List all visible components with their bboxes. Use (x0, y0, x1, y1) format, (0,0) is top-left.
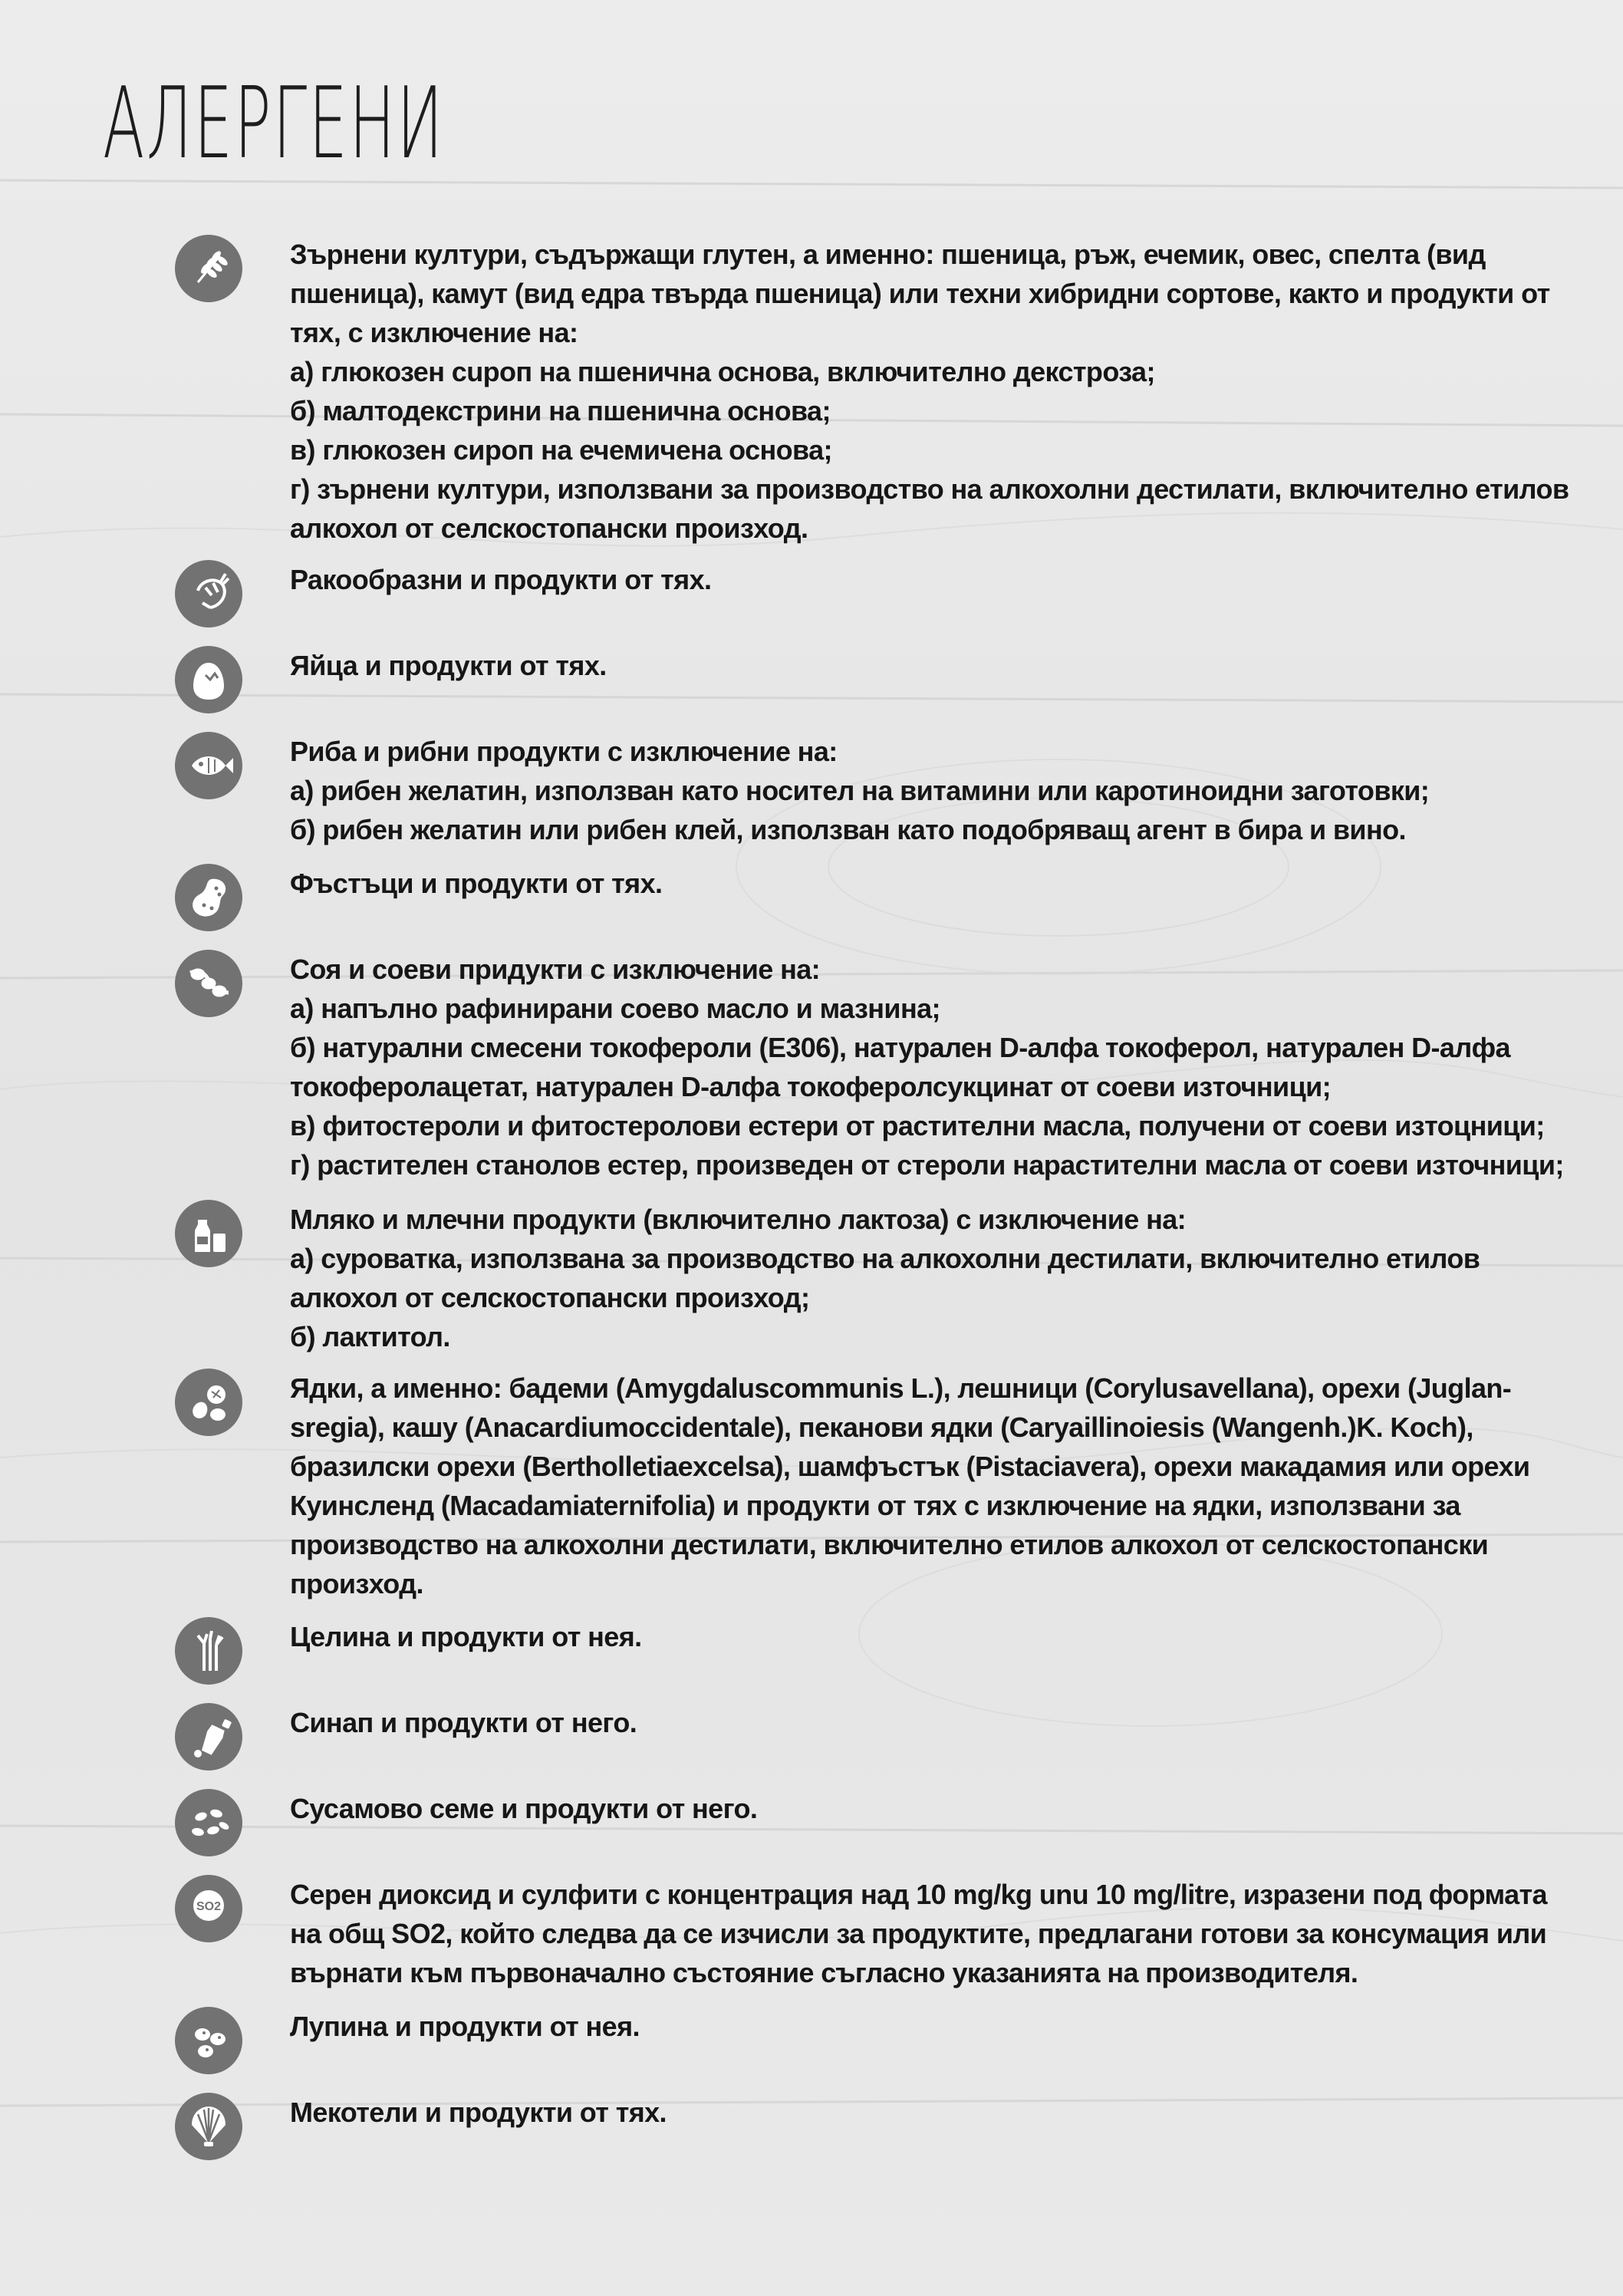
description-line: върнати към първоначално състояние съгласно указанията на производителя. (290, 1957, 1358, 1988)
wheat-icon (175, 235, 242, 302)
description-line: в) фитостероли и фитостеролови естери от растителни масла, получени от соеви изтоцници; (290, 1110, 1545, 1141)
description-line: а) глюкозен сuроп на пшенична основа, включително декстроза; (290, 356, 1155, 387)
allergen-description (290, 1617, 1623, 1656)
description-line: Мляко и млечни продукти (включително лактоза) с изключение на: (290, 1204, 1187, 1235)
shrimp-icon (175, 560, 242, 628)
description-line: произход. (290, 1568, 423, 1599)
description-line: Куинсленд (Macadamiaternifolia) и продукти от тях с изключение на ядки, използвани за (290, 1490, 1460, 1521)
description-line: Целина и продукти от нея. (290, 1621, 642, 1652)
description-line: тях, с изключение на: (290, 317, 578, 348)
allergen-description (290, 1703, 1623, 1742)
description-line: б) лактитол. (290, 1321, 450, 1352)
description-line: токоферолацетат, натурален D-алфа токоферолсукцинат от соеви източници; (290, 1071, 1332, 1102)
description-line: Яйца и продукти от тях. (290, 650, 607, 681)
so2-badge-text: SO2 (196, 1900, 222, 1913)
allergen-description (290, 1875, 1623, 1992)
description-line: пшеница), камут (вид едра твърда пшеница) или техни хибридни сортове, както и продукти от (290, 278, 1550, 309)
fish-icon (175, 732, 242, 799)
description-line: Фъстъци и продукти от тях. (290, 868, 663, 899)
allergen-description (290, 1200, 1623, 1356)
description-line: алкохол от селскостопански произход. (290, 512, 808, 544)
description-line: Зърнени култури, съдържащи глутен, а именно: пшеница, ръж, ечемик, овес, спелта (вид (290, 239, 1486, 270)
so2-icon (175, 1875, 242, 1942)
celery-icon (175, 1617, 242, 1685)
description-line: алкохол от селскостопански произход; (290, 1282, 810, 1313)
description-line: на общ SO2, който следва да се изчисли за продуктите, предлагани готови за консумация или (290, 1918, 1547, 1949)
peanut-icon (175, 864, 242, 931)
allergen-description (290, 235, 1623, 548)
sesame-icon (175, 1789, 242, 1856)
description-line: б) натурални смесени токофероли (E306), натурален D-алфа токоферол, натурален D-алфа (290, 1032, 1510, 1063)
description-line: Соя и соеви придукти с изключение на: (290, 954, 821, 985)
description-line: б) рибен желатин или рибен клей, използван като подобряващ агент в бира и вино. (290, 814, 1406, 845)
soy-icon (175, 950, 242, 1017)
allergen-description (290, 646, 1623, 685)
description-line: Синап и продукти от него. (290, 1707, 637, 1738)
description-line: Риба и рибни продукти с изключение на: (290, 736, 838, 767)
allergen-description (290, 2093, 1623, 2132)
description-line: Лупина и продукти от нея. (290, 2011, 640, 2042)
description-line: sregia), кашу (Anacardiumoccidentale), пеканови ядки (Caryaillinoiesis (Wangenh.)K. Koch), (290, 1412, 1473, 1443)
allergen-description (290, 560, 1623, 599)
description-line: производство на алкохолни дестилати, включително етилов алкохол от селскостопански (290, 1529, 1489, 1560)
description-line: а) суроватка, използвана за производство на алкохолни дестилати, включително етилов (290, 1243, 1480, 1274)
description-line: Мекотели и продукти от тях. (290, 2097, 667, 2128)
mustard-icon (175, 1703, 242, 1771)
egg-icon (175, 646, 242, 713)
description-line: Серен диоксид и сулфити с концентрация над 10 mg/kg unu 10 mg/litre, изразени под формата (290, 1879, 1547, 1910)
nuts-icon (175, 1369, 242, 1436)
allergen-description (290, 2007, 1623, 2046)
allergen-description (290, 1369, 1623, 1603)
description-line: а) напълно рафинирани соево масло и мазнина; (290, 993, 940, 1024)
description-line: в) глюкозен сироп на ечемичена основа; (290, 434, 832, 466)
allergen-description (290, 864, 1623, 903)
allergen-description (290, 950, 1623, 1184)
page-title: АЛЕРГЕНИ (103, 67, 445, 181)
description-line: Ракообразни и продукти от тях. (290, 564, 712, 595)
description-line: Сусамово семе и продукти от него. (290, 1793, 758, 1824)
allergen-description (290, 732, 1623, 849)
description-line: Ядки, а именно: бадеми (Amygdaluscommunis L.), лешници (Corylusavellana), орехи (Juglan- (290, 1372, 1512, 1404)
milk-icon (175, 1200, 242, 1267)
allergen-description (290, 1789, 1623, 1828)
description-line: г) растителен станолов естер, произведен от стероли нарастителни масла от соеви източници; (290, 1149, 1564, 1181)
shell-icon (175, 2093, 242, 2160)
description-line: бразилски орехи (Bertholletiaexcelsa), шамфъстък (Pistaciavera), орехи макадамия или орехи (290, 1451, 1530, 1482)
description-line: б) малтодекстрини на пшенична основа; (290, 395, 831, 427)
description-line: г) зърнени култури, използвани за производство на алкохолни дестилати, включително етилов (290, 473, 1569, 505)
lupin-icon (175, 2007, 242, 2074)
description-line: а) рибен желатин, използван като носител на витамини или каротиноидни заготовки; (290, 775, 1430, 806)
